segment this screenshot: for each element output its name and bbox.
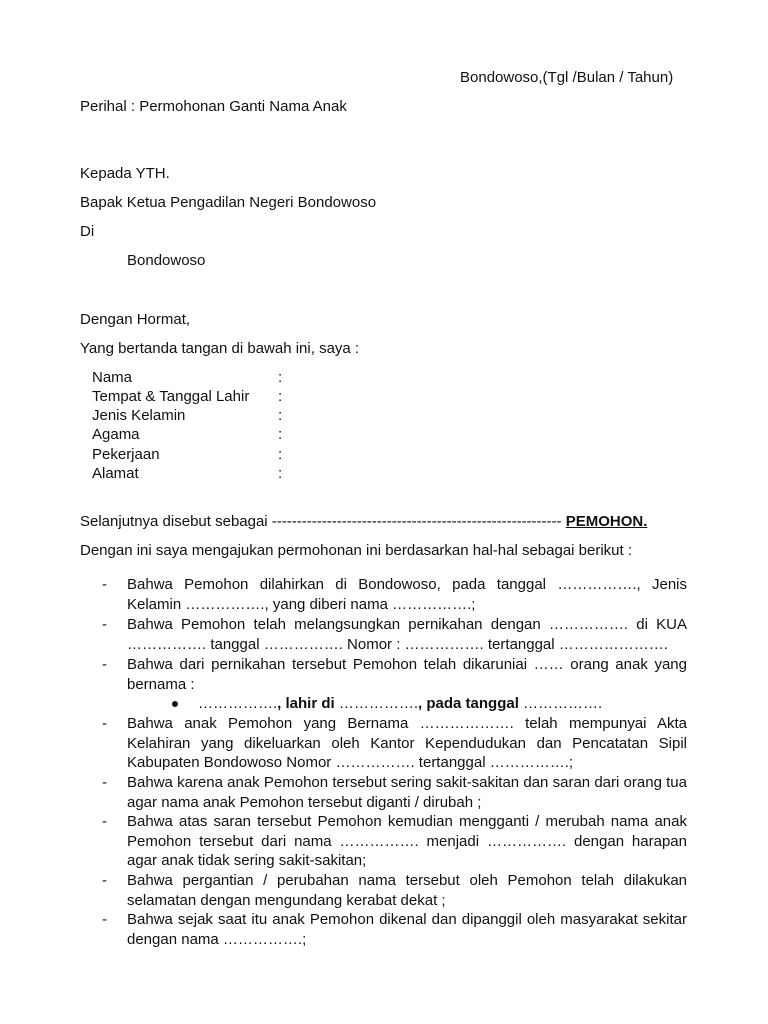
- list-dash: -: [102, 774, 107, 791]
- list-item-text: Bahwa anak Pemohon yang Bernama ………………. telah mempunyai Akta Kelahiran yang dikeluarkan oleh Kantor Kependudukan dan Pencatatan Sipil Kabupaten Bondowoso Nomor ……………. tertanggal …………….;: [127, 715, 687, 771]
- child-name-blank: …………….: [198, 695, 278, 712]
- identity-label: Agama: [92, 426, 140, 443]
- child-birthplace-label: , lahir di: [277, 695, 339, 712]
- recipient-name: Bapak Ketua Pengadilan Negeri Bondowoso: [80, 194, 377, 211]
- list-dash: -: [102, 656, 107, 673]
- intro-line: Yang bertanda tangan di bawah ini, saya :: [80, 340, 360, 357]
- list-item-text: Bahwa sejak saat itu anak Pemohon dikenal dan dipanggil oleh masyarakat sekitar dengan nama …………….;: [127, 911, 687, 948]
- list-item-text: Bahwa Pemohon telah melangsungkan pernikahan dengan ……………. di KUA ……………. tanggal ……………. Nomor : ……………. tertanggal ………………….: [127, 616, 687, 653]
- list-item-text: Bahwa atas saran tersebut Pemohon kemudian mengganti / merubah nama anak Pemohon tersebut dari nama ……………. menjadi ……………. dengan harapan agar anak tidak sering sakit-sakitan;: [127, 813, 687, 869]
- recipient-greeting: Kepada YTH.: [80, 165, 170, 182]
- list-item-text: Bahwa Pemohon dilahirkan di Bondowoso, pada tanggal ……………., Jenis Kelamin ……………., yang diberi nama …………….;: [127, 576, 687, 613]
- recipient-city: Bondowoso: [127, 252, 206, 269]
- identity-label: Jenis Kelamin: [92, 407, 186, 424]
- identity-colon: :: [278, 407, 283, 424]
- identity-label: Pekerjaan: [92, 446, 160, 463]
- identity-row: [92, 445, 392, 465]
- list-dash: -: [102, 616, 107, 633]
- identity-colon: :: [278, 446, 283, 463]
- identity-colon: :: [278, 465, 283, 482]
- referred-line: [80, 512, 647, 532]
- identity-label: Nama: [92, 369, 133, 386]
- identity-colon: :: [278, 369, 283, 386]
- child-birthdate-blank: …………….: [523, 695, 603, 712]
- child-birthplace-blank: …………….: [338, 695, 419, 712]
- list-dash: -: [102, 872, 107, 889]
- identity-row: [92, 387, 392, 407]
- identity-row: [92, 368, 392, 388]
- identity-row: [92, 464, 392, 484]
- list-dash: -: [102, 813, 107, 830]
- identity-colon: :: [278, 388, 283, 405]
- identity-row: [92, 406, 392, 426]
- list-item-text: Bahwa pergantian / perubahan nama tersebut oleh Pemohon telah dilakukan selamatan dengan mengundang kerabat dekat ;: [127, 872, 687, 909]
- list-item-text: Bahwa karena anak Pemohon tersebut sering sakit-sakitan dan saran dari orang tua agar nama anak Pemohon tersebut diganti / dirubah ;: [127, 774, 687, 811]
- pemohon-label: PEMOHON.: [565, 513, 648, 530]
- petition-intro: Dengan ini saya mengajukan permohonan ini berdasarkan hal-hal sebagai berikut :: [80, 542, 633, 559]
- opening-salutation: Dengan Hormat,: [80, 311, 191, 328]
- list-dash: -: [102, 576, 107, 593]
- referred-text: Selanjutnya disebut sebagai ----------------------------------------------------------: [80, 513, 566, 530]
- child-birthdate-label: , pada tanggal: [418, 695, 524, 712]
- place-date: Bondowoso,(Tgl /Bulan / Tahun): [460, 69, 674, 86]
- recipient-di: Di: [80, 223, 95, 240]
- identity-colon: :: [278, 426, 283, 443]
- identity-label: Tempat & Tanggal Lahir: [92, 388, 250, 405]
- list-dash: -: [102, 911, 107, 928]
- list-item-text: Bahwa dari pernikahan tersebut Pemohon telah dikaruniai …… orang anak yang bernama :: [127, 656, 687, 693]
- subject-line: Perihal : Permohonan Ganti Nama Anak: [80, 98, 347, 115]
- child-detail: [198, 694, 602, 714]
- identity-label: Alamat: [92, 465, 139, 482]
- list-dash: -: [102, 715, 107, 732]
- bullet-icon: [172, 701, 178, 707]
- identity-row: [92, 425, 392, 445]
